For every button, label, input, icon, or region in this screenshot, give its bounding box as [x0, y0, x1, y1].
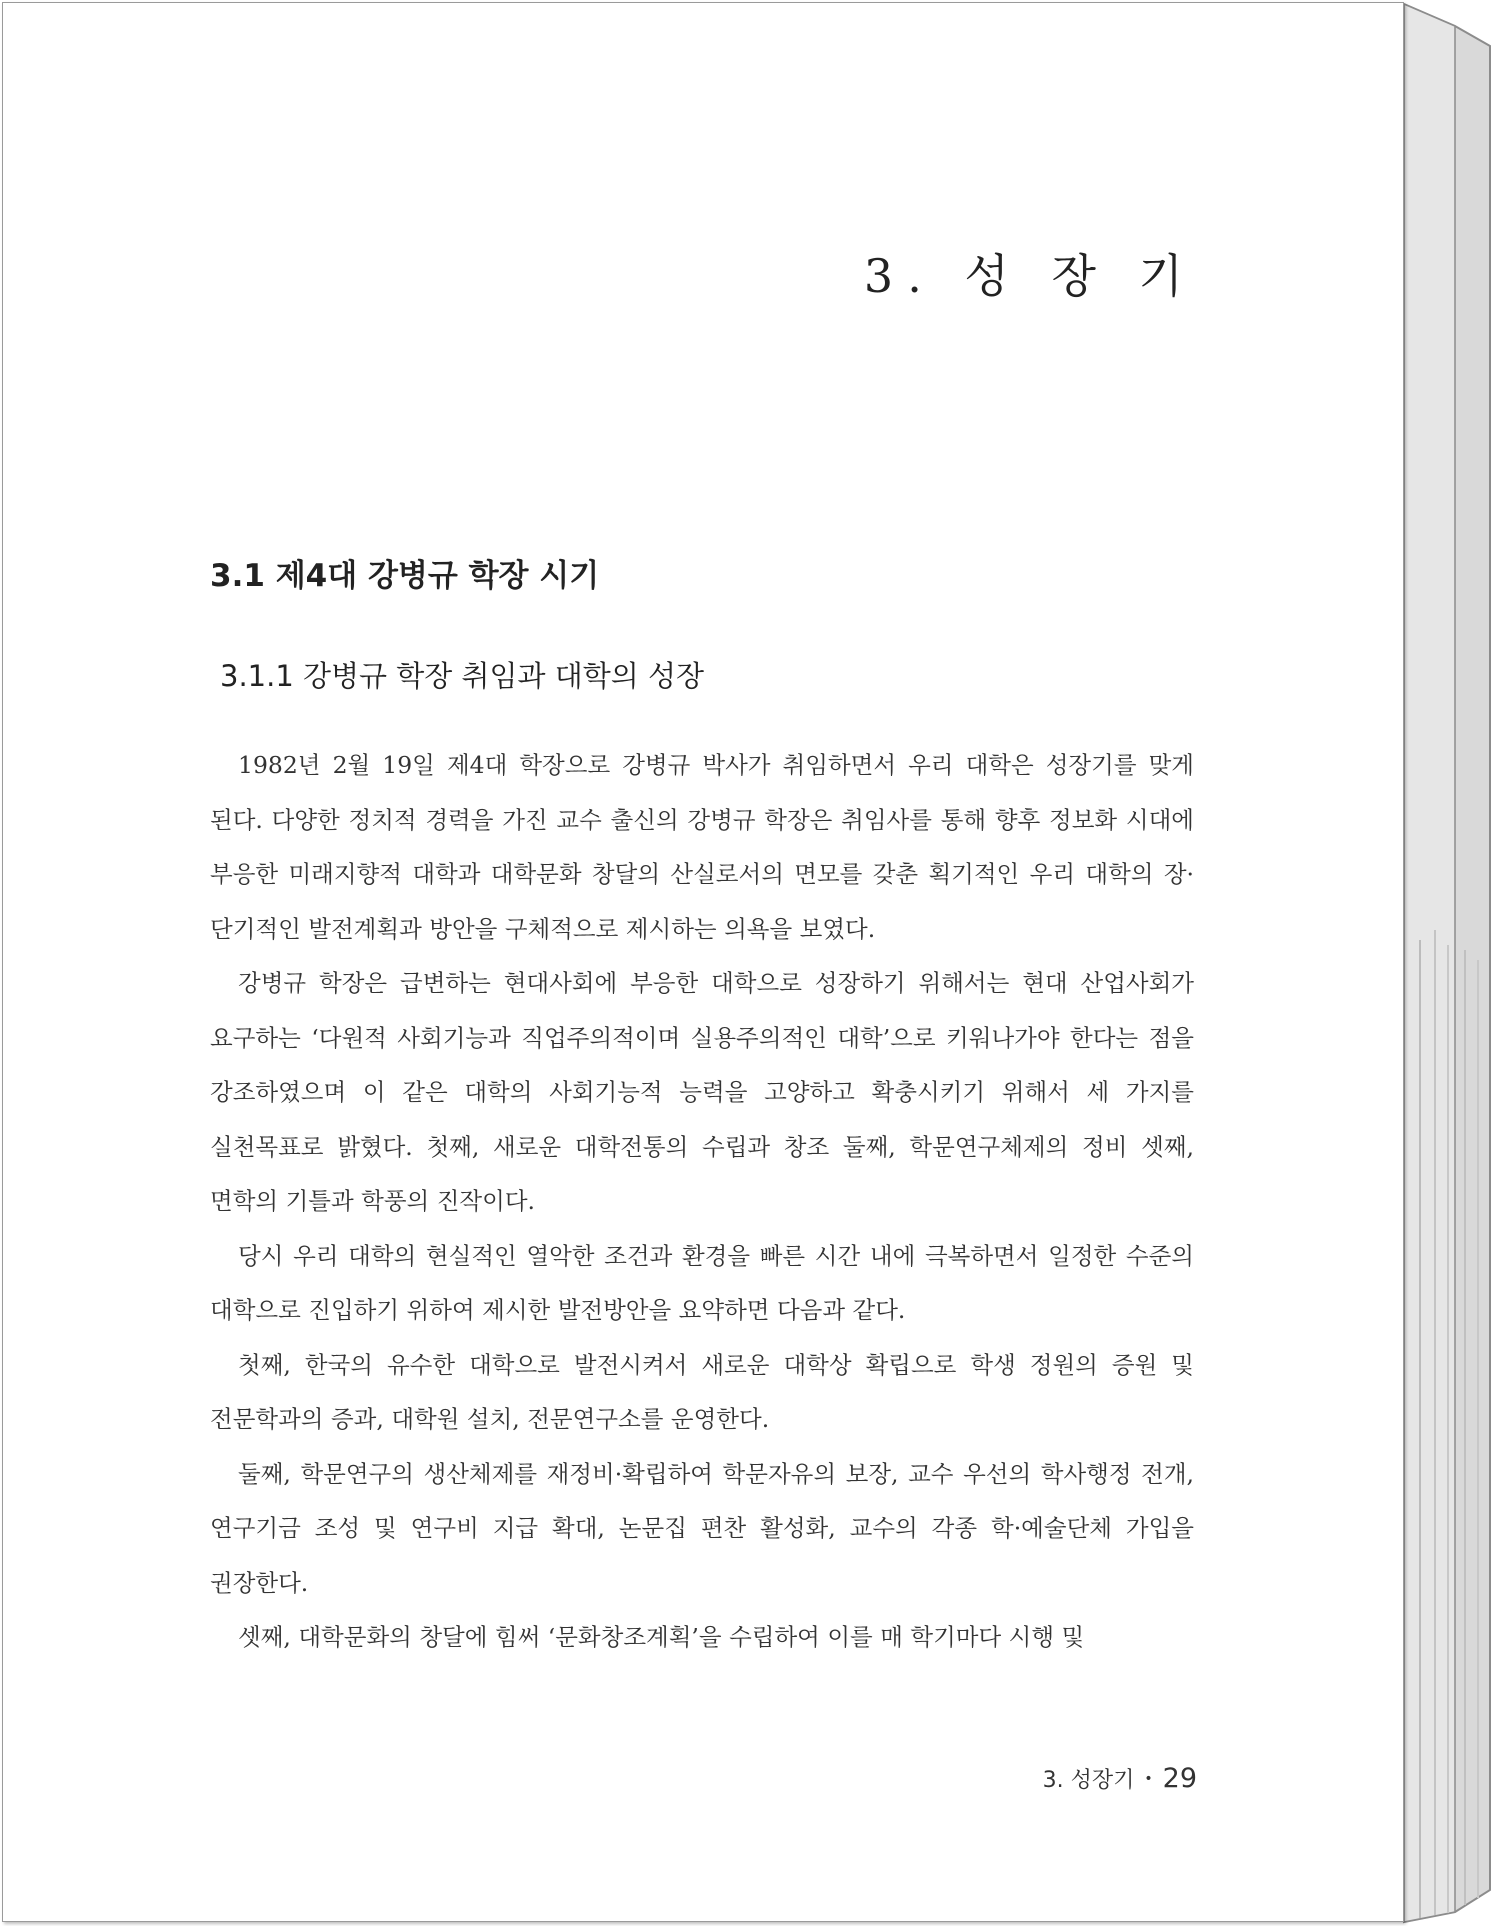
paragraph: 셋째, 대학문화의 창달에 힘써 ‘문화창조계획’을 수립하여 이를 매 학기마다 시행 및: [238, 1623, 1085, 1651]
body-text: [210, 738, 1194, 1665]
paragraph: 둘째, 학문연구의 생산체제를 재정비·확립하여 학문자유의 보장, 교수 우선의 학사행정 전개, 연구기금 조성 및 연구비 지급 확대, 논문집 편찬 활성화, 교수의 각종 학·예술단체 가입을 권장한다.: [210, 1459, 1194, 1597]
paragraph: 강병규 학장은 급변하는 현대사회에 부응한 대학으로 성장하기 위해서는 현대 산업사회가 요구하는 ‘다원적 사회기능과 직업주의적이며 실용주의적인 대학’으로 키워나가야 한다는 점을 강조하였으며 이 같은 대학의 사회기능적 능력을 고양하고 확충시키기 위해서 세 가지를 실천목표로 밝혔다. 첫째, 새로운 대학전통의 수립과 창조 둘째, 학문연구체제의 정비 셋째, 면학의 기틀과 학풍의 진작이다.: [210, 969, 1194, 1215]
paragraph: 첫째, 한국의 유수한 대학으로 발전시켜서 새로운 대학상 확립으로 학생 정원의 증원 및 전문학과의 증과, 대학원 설치, 전문연구소를 운영한다.: [210, 1350, 1194, 1433]
section-title: 3.1 제4대 강병규 학장 시기: [210, 558, 600, 594]
page-footer: [1043, 1763, 1197, 1794]
running-head: 3. 성장기: [1042, 1768, 1135, 1793]
subsection-title: 3.1.1 강병규 학장 취임과 대학의 성장: [220, 659, 705, 693]
paragraph: 1982년 2월 19일 제4대 학장으로 강병규 박사가 취임하면서 우리 대학은 성장기를 맞게 된다. 다양한 정치적 경력을 가진 교수 출신의 강병규 학장은 취임사를 통해 향후 정보화 시대에 부응한 미래지향적 대학과 대학문화 창달의 산실로서의 면모를 갖춘 획기적인 우리 대학의 장·단기적인 발전계획과 방안을 구체적으로 제시하는 의욕을 보였다.: [210, 751, 1194, 943]
chapter-title: 3. 성 장 기: [863, 249, 1197, 303]
paragraph: 당시 우리 대학의 현실적인 열악한 조건과 환경을 빠른 시간 내에 극복하면서 일정한 수준의 대학으로 진입하기 위하여 제시한 발전방안을 요약하면 다음과 같다.: [210, 1241, 1194, 1324]
bullet-separator: •: [1144, 1770, 1153, 1787]
page-number: 29: [1162, 1763, 1197, 1794]
